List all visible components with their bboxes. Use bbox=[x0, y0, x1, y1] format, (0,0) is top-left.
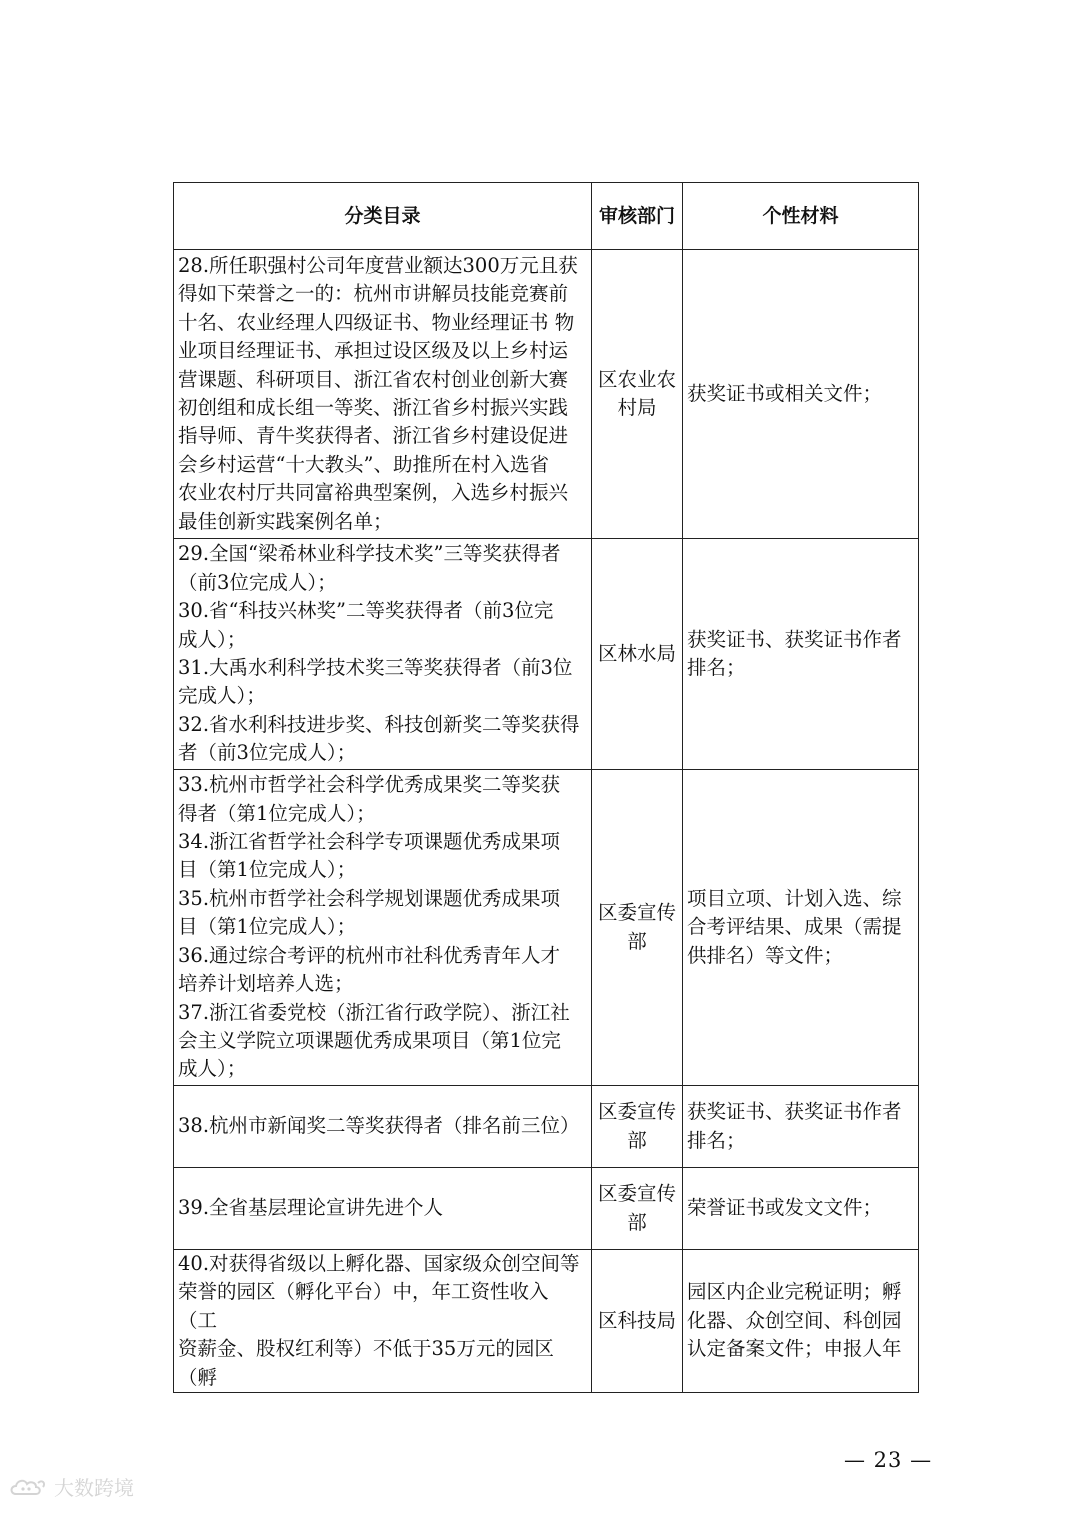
cell-line: 初创组和成长组一等奖、浙江省乡村振兴实践 bbox=[178, 396, 569, 419]
cell-line: 30.省“科技兴林奖”二等奖获得者（前3位完 bbox=[178, 599, 554, 623]
watermark bbox=[8, 1472, 134, 1501]
cell-line: 营课题、科研项目、浙江省农村创业创新大赛 bbox=[178, 367, 569, 391]
table-row bbox=[174, 539, 919, 770]
department-cell bbox=[592, 1168, 683, 1250]
cell-line: 获奖证书或相关文件； bbox=[687, 381, 883, 405]
cell-line: 区农业农 bbox=[597, 367, 676, 391]
materials-cell bbox=[683, 770, 919, 1086]
category-cell bbox=[174, 250, 592, 539]
table-row bbox=[174, 1086, 919, 1168]
cell-line: 指导师、青牛奖获得者、浙江省乡村建设促进 bbox=[178, 424, 569, 448]
table-header-row bbox=[174, 183, 919, 250]
cell-line: 目（第1位完成人）； bbox=[178, 915, 357, 939]
category-cell bbox=[174, 539, 592, 770]
cell-line: 32.省水利科技进步奖、科技创新奖二等奖获得 bbox=[178, 712, 580, 736]
cell-line: 区科技局 bbox=[597, 1308, 676, 1332]
materials-cell bbox=[683, 1086, 919, 1168]
cell-line: 获奖证书、获奖证书作者 bbox=[687, 1100, 902, 1124]
cell-line: 34.浙江省哲学社会科学专项课题优秀成果项 bbox=[178, 830, 561, 854]
cell-line: 合考评结果、成果（需提 bbox=[687, 915, 902, 939]
header-category: 分类目录 bbox=[174, 183, 592, 250]
cell-line: 会乡村运营“十大教头”、助推所在村入选省 bbox=[178, 452, 549, 476]
cell-line: 部 bbox=[627, 1128, 647, 1152]
cell-line: 36.通过综合考评的杭州市社科优秀青年人才 bbox=[178, 943, 561, 967]
cell-line: 会主义学院立项课题优秀成果项目（第1位完 bbox=[178, 1028, 561, 1052]
cell-line: 29.全国“梁希林业科学技术奖”三等奖获得者 bbox=[178, 542, 561, 566]
cell-line: 区林水局 bbox=[597, 641, 676, 665]
department-cell bbox=[592, 770, 683, 1086]
category-cell bbox=[174, 1086, 592, 1168]
cell-line: 部 bbox=[627, 1210, 647, 1234]
cell-line: 排名； bbox=[687, 1128, 746, 1152]
cell-line: 部 bbox=[627, 929, 647, 953]
cell-line: 33.杭州市哲学社会科学优秀成果奖二等奖获 bbox=[178, 773, 561, 797]
cell-line: 得如下荣誉之一的：杭州市讲解员技能竞赛前 bbox=[178, 282, 569, 306]
cell-line: 得者（第1位完成人）； bbox=[178, 801, 376, 825]
materials-cell bbox=[683, 539, 919, 770]
department-cell bbox=[592, 539, 683, 770]
cell-line: 区委宣传 bbox=[597, 1100, 676, 1124]
cell-line: 园区内企业完税证明；孵 bbox=[687, 1280, 902, 1304]
cell-line: 十名、农业经理人四级证书、物业经理证书 物 bbox=[178, 310, 575, 334]
watermark-text: 大数跨境 bbox=[54, 1476, 134, 1500]
cell-line: 37.浙江省委党校（浙江省行政学院）、浙江社 bbox=[178, 1000, 570, 1024]
table-row bbox=[174, 770, 919, 1086]
materials-cell bbox=[683, 1250, 919, 1393]
cell-line: 项目立项、计划入选、综 bbox=[687, 886, 902, 910]
cell-line: 区委宣传 bbox=[597, 1182, 676, 1206]
cell-line: 目（第1位完成人）； bbox=[178, 858, 357, 882]
materials-cell bbox=[683, 250, 919, 539]
classification-table bbox=[173, 182, 919, 1393]
cell-line: 化器、众创空间、科创园 bbox=[687, 1308, 902, 1332]
cell-line: 40.对获得省级以上孵化器、国家级众创空间等 bbox=[178, 1252, 580, 1275]
cell-line: 者（前3位完成人）； bbox=[178, 741, 357, 765]
cell-line: 荣誉的园区（孵化平台）中，年工资性收入（工 bbox=[178, 1280, 549, 1332]
department-cell bbox=[592, 1086, 683, 1168]
cell-line: 39.全省基层理论宣讲先进个人 bbox=[178, 1196, 444, 1220]
table-body bbox=[174, 250, 919, 1393]
cell-line: 业项目经理证书、承担过设区级及以上乡村运 bbox=[178, 339, 569, 363]
materials-cell bbox=[683, 1168, 919, 1250]
cell-line: 28.所任职强村公司年度营业额达300万元且获 bbox=[178, 253, 578, 277]
cell-line: 农业农村厅共同富裕典型案例，入选乡村振兴 bbox=[178, 481, 569, 505]
cell-line: 供排名）等文件； bbox=[687, 943, 844, 967]
table-row bbox=[174, 1250, 919, 1393]
cloud-logo-icon bbox=[8, 1474, 48, 1500]
cell-line: 村局 bbox=[617, 396, 657, 419]
cell-line: 培养计划培养人选； bbox=[178, 972, 354, 996]
cell-line: 成人）； bbox=[178, 627, 247, 651]
header-materials: 个性材料 bbox=[683, 183, 919, 250]
department-cell bbox=[592, 1250, 683, 1393]
cell-line: 认定备案文件；申报人年 bbox=[687, 1337, 902, 1361]
category-cell bbox=[174, 770, 592, 1086]
cell-line: 排名； bbox=[687, 656, 746, 679]
cell-line: 获奖证书、获奖证书作者 bbox=[687, 627, 902, 651]
page-number: — 23 — bbox=[844, 1448, 933, 1472]
table-row bbox=[174, 1168, 919, 1250]
category-cell bbox=[174, 1250, 592, 1393]
cell-line: 成人）； bbox=[178, 1057, 247, 1081]
cell-line: 完成人）； bbox=[178, 684, 266, 708]
cell-line: （前3位完成人）； bbox=[178, 570, 337, 594]
table-row bbox=[174, 250, 919, 539]
cell-line: 31.大禹水利科学技术奖三等奖获得者（前3位 bbox=[178, 656, 573, 679]
category-cell bbox=[174, 1168, 592, 1250]
cell-line: 资薪金、股权红利等）不低于35万元的园区（孵 bbox=[178, 1337, 554, 1389]
cell-line: 区委宣传 bbox=[597, 901, 676, 925]
department-cell bbox=[592, 250, 683, 539]
header-department: 审核部门 bbox=[592, 183, 683, 250]
cell-line: 荣誉证书或发文文件； bbox=[687, 1196, 883, 1220]
cell-line: 最佳创新实践案例名单； bbox=[178, 509, 393, 533]
cell-line: 38.杭州市新闻奖二等奖获得者（排名前三位） bbox=[178, 1114, 580, 1138]
cell-line: 35.杭州市哲学社会科学规划课题优秀成果项 bbox=[178, 886, 561, 910]
